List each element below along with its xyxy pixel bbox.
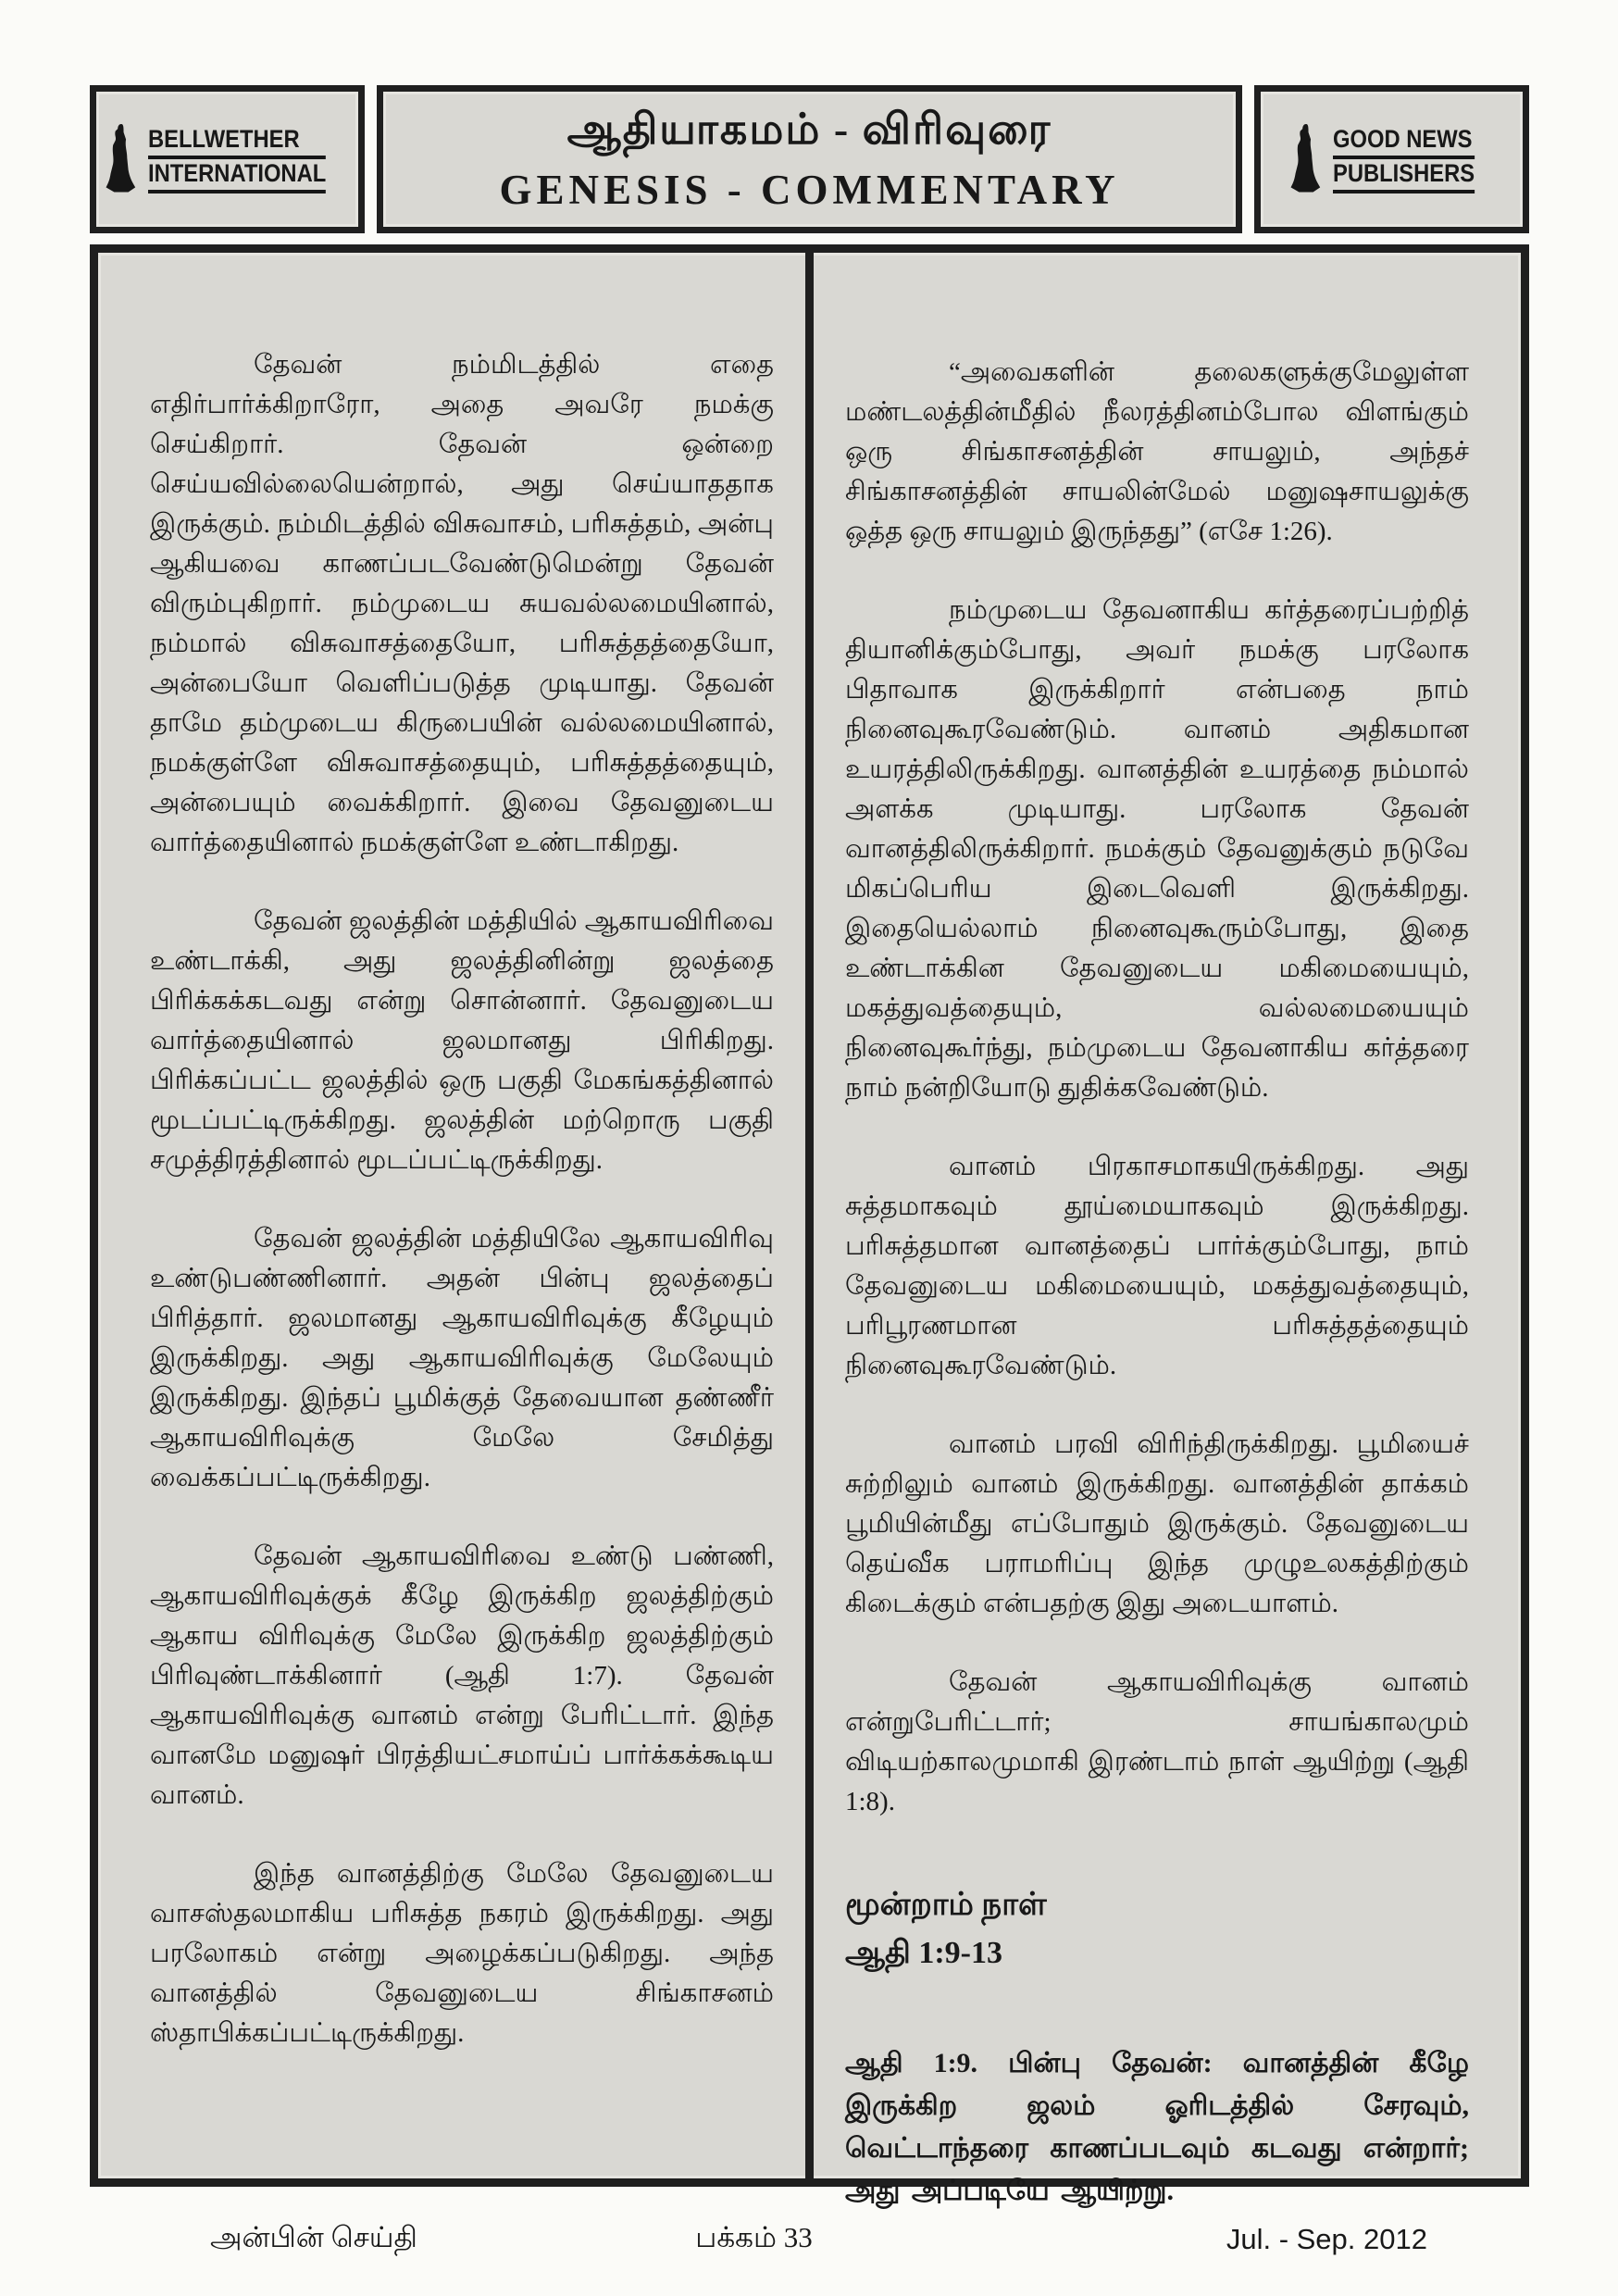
left-paragraph-4: தேவன் ஆகாயவிரிவை உண்டு பண்ணி, ஆகாயவிரிவுக்குக் கீழே இருக்கிற ஜலத்திற்கும் ஆகாய விரிவுக்கு மேலே இருக்கிற ஜலத்திற்கும் பிரிவுண்டாக்கினார் (ஆதி 1:7). தேவன் ஆகாயவிரிவுக்கு வானம் என்று பேரிட்டார். இந்த வானமே மனுஷர் பிரத்தியட்சமாய்ப் பார்க்கக்கூடிய வானம். [150, 1541, 774, 1810]
left-paragraph-3: தேவன் ஜலத்தின் மத்தியிலே ஆகாயவிரிவு உண்டுபண்ணினார். அதன் பின்பு ஜலத்தைப் பிரித்தார். ஜலமானது ஆகாயவிரிவுக்கு கீழேயும் இருக்கிறது. அது ஆகாயவிரிவுக்கு மேலேயும் இருக்கிறது. இந்தப் பூமிக்குத் தேவையான தண்ணீர் ஆகாயவிரிவுக்கு மேலே சேமித்து வைக்கப்பட்டிருக்கிறது. [150, 1224, 774, 1492]
bellwether-logo-line1: BELLWETHER [148, 125, 326, 159]
page-footer [90, 2218, 1529, 2261]
right-column [814, 253, 1521, 2206]
section-heading-line1: மூன்றாம் நாள் [845, 1888, 1047, 1922]
bellwether-statue-icon [104, 117, 139, 202]
right-paragraph-3: வானம் பிரகாசமாகயிருக்கிறது. அது சுத்தமாகவும் தூய்மையாகவும் இருக்கிறது. பரிசுத்தமான வானத்தைப் பார்க்கும்போது, நாம் தேவனுடைய மகிமையையும், மகத்துவத்தையும், பரிபூரணமான பரிசுத்தத்தையும் நினைவுகூரவேண்டும். [845, 1152, 1469, 1380]
footer-page-number: பக்கம் 33 [695, 2221, 813, 2253]
goodnews-logo-line2: PUBLISHERS [1333, 159, 1475, 193]
page-title-english: GENESIS - COMMENTARY [499, 167, 1120, 213]
goodnews-logo-box [1254, 85, 1529, 233]
bellwether-logo-box [90, 85, 365, 233]
right-paragraph-5: தேவன் ஆகாயவிரிவுக்கு வானம் என்றுபேரிட்டார்; சாயங்காலமும் விடியற்காலமுமாகி இரண்டாம் நாள் ஆயிற்று (ஆதி 1:8). [845, 1667, 1469, 1816]
goodnews-logo-line1: GOOD NEWS [1333, 125, 1475, 159]
section-heading-line2: ஆதி 1:9-13 [845, 1936, 1002, 1970]
left-paragraph-2: தேவன் ஜலத்தின் மத்தியில் ஆகாயவிரிவை உண்டாக்கி, அது ஜலத்தினின்று ஜலத்தை பிரிக்கக்கடவது என்று சொன்னார். தேவனுடைய வார்த்தையினால் ஜலமானது பிரிகிறது. பிரிக்கப்பட்ட ஜலத்தில் ஒரு பகுதி மேகங்கத்தினால் மூடப்பட்டிருக்கிறது. ஜலத்தின் மற்றொரு பகுதி சமுத்திரத்தினால் மூடப்பட்டிருக்கிறது. [150, 906, 774, 1175]
article-body-frame [90, 244, 1529, 2206]
verse-paragraph: ஆதி 1:9. பின்பு தேவன்: வானத்தின் கீழே இருக்கிற ஜலம் ஓரிடத்தில் சேரவும், வெட்டாந்தரை காணப்படவும் கடவது என்றார்; அது அப்படியே ஆயிற்று. [845, 2048, 1469, 2206]
title-box [377, 85, 1242, 233]
left-column [98, 253, 805, 2178]
left-paragraph-1: தேவன் நம்மிடத்தில் எதை எதிர்பார்க்கிறாரோ, அதை அவரே நமக்கு செய்கிறார். தேவன் ஒன்றை செய்யவில்லையென்றால், அது செய்யாததாக இருக்கும். நம்மிடத்தில் விசுவாசம், பரிசுத்தம், அன்பு ஆகியவை காணப்படவேண்டுமென்று தேவன் விரும்புகிறார். நம்முடைய சுயவல்லமையினால், நம்மால் விசுவாசத்தையோ, பரிசுத்தத்தையோ, அன்பையோ வெளிப்படுத்த முடியாது. தேவன் தாமே தம்முடைய கிருபையின் வல்லமையினால், நமக்குள்ளே விசுவாசத்தையும், பரிசுத்தத்தையும், அன்பையும் வைக்கிறார். இவை தேவனுடைய வார்த்தையினால் நமக்குள்ளே உண்டாகிறது. [150, 350, 774, 857]
left-paragraph-5: இந்த வானத்திற்கு மேலே தேவனுடைய வாசஸ்தலமாகிய பரிசுத்த நகரம் இருக்கிறது. அது பரலோகம் என்று அழைக்கப்படுகிறது. அந்த வானத்தில் தேவனுடைய சிங்காசனம் ஸ்தாபிக்கப்பட்டிருக்கிறது. [150, 1859, 774, 2048]
page-header [90, 85, 1529, 233]
column-divider [805, 253, 814, 2178]
goodnews-statue-icon [1288, 117, 1324, 202]
right-paragraph-2: நம்முடைய தேவனாகிய கர்த்தரைப்பற்றித் தியானிக்கும்போது, அவர் நமக்கு பரலோக பிதாவாக இருக்கிறார் என்பதை நாம் நினைவுகூரவேண்டும். வானம் அதிகமான உயரத்திலிருக்கிறது. வானத்தின் உயரத்தை நம்மால் அளக்க முடியாது. பரலோக தேவன் வானத்திலிருக்கிறார். நமக்கும் தேவனுக்கும் நடுவே மிகப்பெரிய இடைவெளி இருக்கிறது. இதையெல்லாம் நினைவுகூரும்போது, இதை உண்டாக்கின தேவனுடைய மகிமையையும், மகத்துவத்தையும், வல்லமையையும் நினைவுகூர்ந்து, நம்முடைய தேவனாகிய கர்த்தரை நாம் நன்றியோடு துதிக்கவேண்டும். [845, 595, 1469, 1103]
right-paragraph-1: “அவைகளின் தலைகளுக்குமேலுள்ள மண்டலத்தின்மீதில் நீலரத்தினம்போல விளங்கும் ஒரு சிங்காசனத்தின் சாயலும், அந்தச் சிங்காசனத்தின் சாயலின்மேல் மனுஷசாயலுக்கு ஒத்த ஒரு சாயலும் இருந்தது” (எசே 1:26). [845, 357, 1469, 546]
section-heading [845, 1881, 1469, 1978]
footer-issue-date: Jul. - Sep. 2012 [1226, 2223, 1427, 2255]
bellwether-logo-line2: INTERNATIONAL [148, 159, 326, 193]
right-paragraph-4: வானம் பரவி விரிந்திருக்கிறது. பூமியைச் சுற்றிலும் வானம் இருக்கிறது. வானத்தின் தாக்கம் பூமியின்மீது எப்போதும் இருக்கும். தேவனுடைய தெய்வீக பராமரிப்பு இந்த முழுஉலகத்திற்கும் கிடைக்கும் என்பதற்கு இது அடையாளம். [845, 1429, 1469, 1618]
footer-magazine-name: அன்பின் செய்தி [210, 2221, 417, 2253]
page-title-tamil: ஆதியாகமம் - விரிவுரை [566, 106, 1052, 153]
